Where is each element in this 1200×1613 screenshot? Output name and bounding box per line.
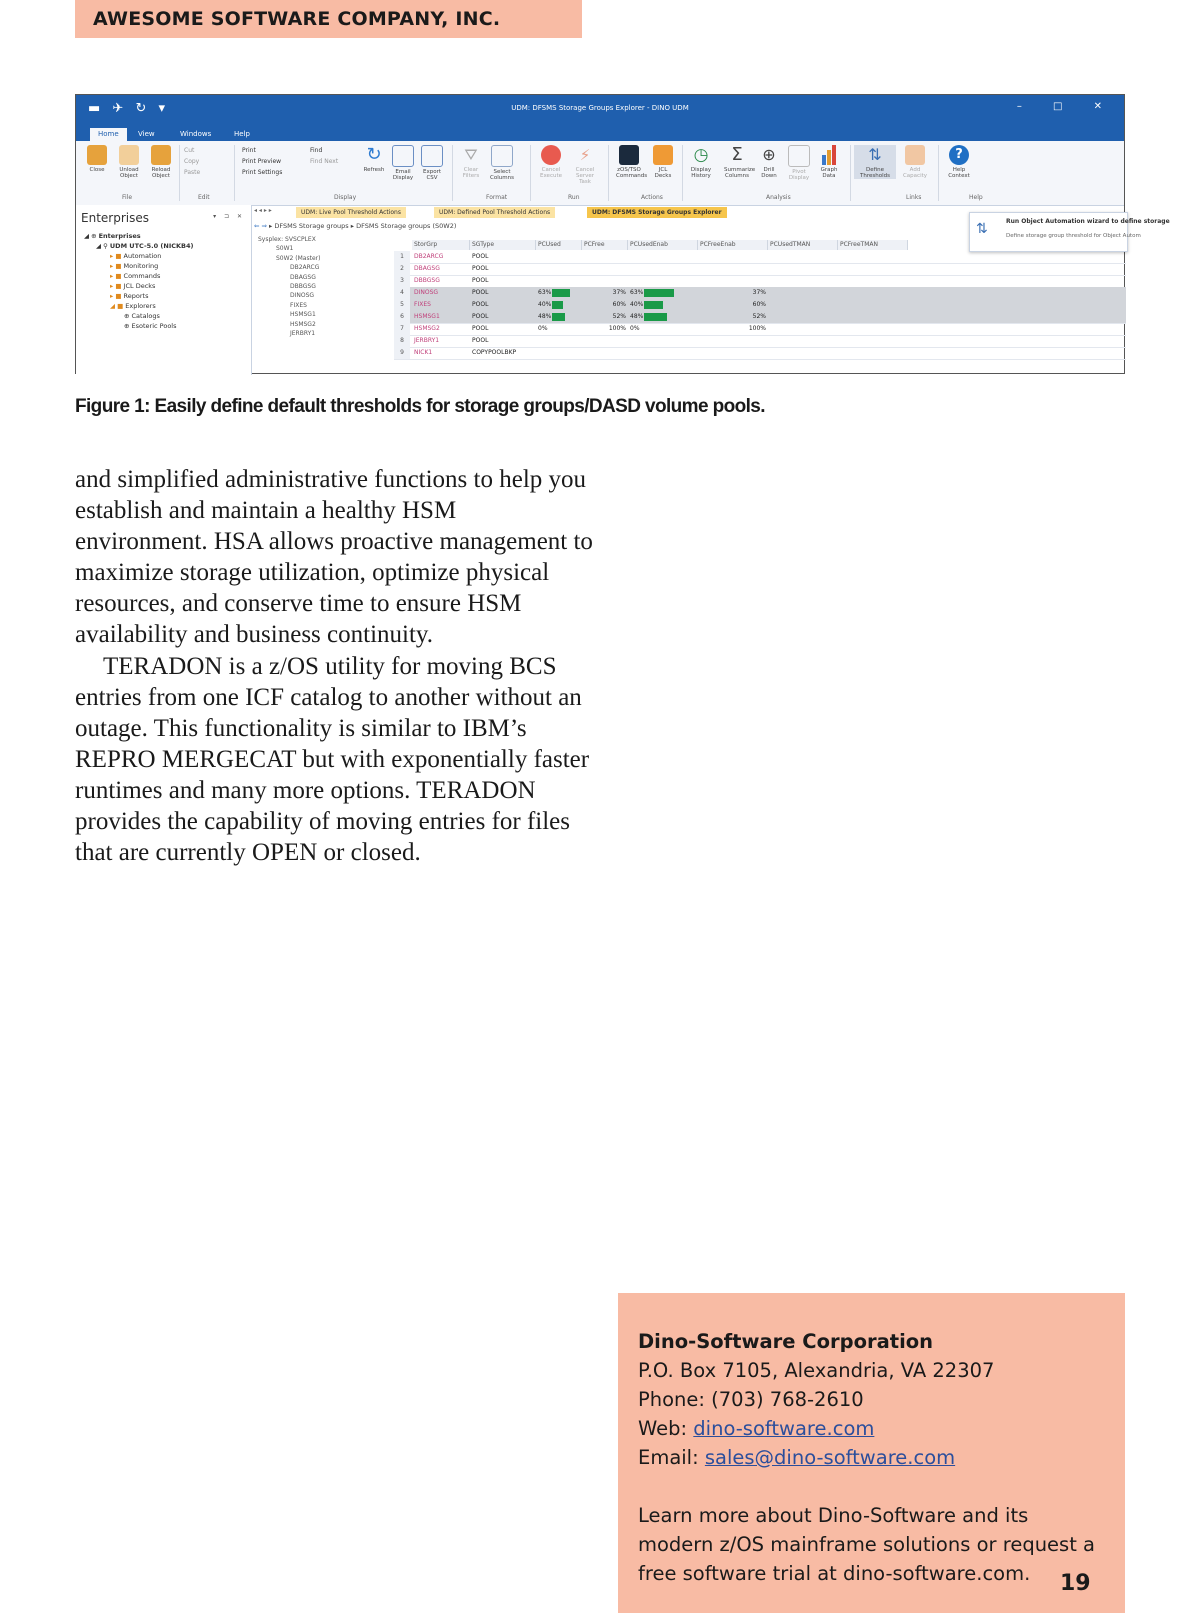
- ribbon-separator: [850, 145, 851, 201]
- contact-box: [618, 1293, 1125, 1613]
- table-cell: 52%: [752, 313, 766, 320]
- ribbon-edit-small: [184, 145, 200, 178]
- table-cell: POOL: [472, 265, 489, 272]
- email-link[interactable]: sales@dino-software.com: [704, 1446, 956, 1469]
- unload-object-button[interactable]: Unload Object: [116, 145, 142, 179]
- print-button[interactable]: Print: [242, 147, 256, 154]
- table-cell: POOL: [472, 337, 489, 344]
- contact-company: Dino-Software Corporation: [638, 1330, 934, 1353]
- folder-icon: ▸ ■: [110, 292, 124, 300]
- add-capacity-button[interactable]: Add Capacity: [902, 145, 928, 179]
- link-icon: ◢ ⚲: [96, 242, 110, 250]
- ribbon-separator: [608, 145, 609, 201]
- table-cell: JERBRY1: [414, 337, 440, 344]
- terminal-icon: [619, 145, 639, 165]
- quick-access-icons: ▬ ✈ ↻ ▾: [88, 101, 169, 116]
- group-actions: Actions: [641, 194, 663, 201]
- decks-icon: [653, 145, 673, 165]
- reload-object-button[interactable]: Reload Object: [148, 145, 174, 179]
- table-cell: 37%: [612, 289, 626, 296]
- enterprises-tree: [84, 231, 194, 331]
- doc-tab-defined-pool[interactable]: UDM: Defined Pool Threshold Actions: [434, 207, 555, 218]
- table-cell: HSMSG1: [414, 313, 440, 320]
- history-icon: ◷: [693, 145, 709, 165]
- table-cell: 63%: [538, 289, 552, 296]
- figure-caption: Figure 1: Easily define default thresholds for storage groups/DASD volume pools.: [75, 396, 765, 417]
- app-titlebar: [76, 95, 1124, 125]
- usage-bar: [644, 289, 674, 297]
- table-cell: POOL: [472, 253, 489, 260]
- cancel-icon: [541, 145, 561, 165]
- cancel-execute-button[interactable]: Cancel Execute: [538, 145, 564, 179]
- contact-email: Email: sales@dino-software.com: [638, 1446, 956, 1469]
- figure-screenshot: [75, 94, 1170, 374]
- ribbon-separator: [938, 145, 939, 201]
- select-columns-button[interactable]: Select Columns: [489, 145, 515, 181]
- contact-phone: Phone: (703) 768-2610: [638, 1388, 864, 1411]
- table-cell: 37%: [752, 289, 766, 296]
- body-paragraph: and simplified administrative functions to help you establish and maintain a healthy HSM environment. HSA allows proactive management to maximize storage utilization, optimize physical resources, and conserve time to ensure HSM availability and business continuity.: [75, 466, 593, 649]
- tree-item[interactable]: ▸ ■ Monitoring: [110, 262, 159, 270]
- tree-item[interactable]: ▸ ■ Automation: [110, 252, 162, 260]
- contact-blurb: Learn more about Dino-Software and its modern z/OS mainframe solutions or request a free software trial at dino-software.com.: [638, 1504, 1096, 1585]
- tooltip-text: Define storage group threshold for Object Autom: [1006, 233, 1141, 239]
- usage-bar: [644, 301, 663, 309]
- ribbon-find-small: [310, 145, 338, 167]
- tab-nav-icon[interactable]: ◂ ◂ ▸ ▸: [254, 207, 272, 214]
- table-cell: 0%: [538, 325, 548, 332]
- table-cell: POOL: [472, 313, 489, 320]
- cut-button[interactable]: Cut: [184, 147, 195, 154]
- contact-address: P.O. Box 7105, Alexandria, VA 22307: [638, 1359, 995, 1382]
- row-number: 7: [394, 323, 410, 335]
- folder-icon: ▸ ■: [110, 272, 124, 280]
- table-cell: NICK1: [414, 349, 433, 356]
- back-forward-icon[interactable]: ⇐ ⇒: [254, 222, 270, 230]
- tree-item[interactable]: S0W1: [276, 245, 294, 253]
- row-number: 2: [394, 263, 410, 275]
- define-thresholds-button[interactable]: ⇅ Define Thresholds: [854, 145, 896, 179]
- tab-home[interactable]: Home: [90, 128, 127, 141]
- table-cell: 52%: [612, 313, 626, 320]
- group-run: Run: [568, 194, 580, 201]
- table-cell: COPYPOOLBKP: [472, 349, 517, 356]
- sysplex-tree: [254, 235, 394, 375]
- thresholds-icon: ⇅: [976, 221, 988, 237]
- page-number: 19: [1060, 1571, 1091, 1596]
- zos-tso-commands-button[interactable]: zOS/TSO Commands: [616, 145, 642, 179]
- tree-item[interactable]: ⊕ Esoteric Pools: [124, 322, 177, 330]
- table-cell: POOL: [472, 325, 489, 332]
- unload-icon: [119, 145, 139, 165]
- enterprises-pane: [76, 205, 252, 375]
- tree-item[interactable]: ◢ ⚲ UDM UTC-5.0 (NICKB4): [96, 242, 194, 250]
- row-number: 5: [394, 299, 410, 311]
- table-cell: POOL: [472, 277, 489, 284]
- copy-button[interactable]: Copy: [184, 158, 200, 165]
- pane-controls-icon[interactable]: ▾ ⊐ ✕: [213, 213, 245, 220]
- help-icon: ?: [949, 145, 969, 165]
- pivot-icon: [788, 145, 810, 167]
- ribbon-separator: [452, 145, 453, 201]
- tree-item[interactable]: JERBRY1: [290, 330, 316, 338]
- table-cell: 48%: [538, 313, 552, 320]
- tree-item[interactable]: ▸ ■ Commands: [110, 272, 161, 280]
- table-cell: HSMSG2: [414, 325, 440, 332]
- tree-item[interactable]: Sysplex: SVSCPLEX: [258, 236, 316, 243]
- close-button[interactable]: Close: [84, 145, 110, 173]
- ribbon-separator: [530, 145, 531, 201]
- bar-chart-icon: [819, 145, 839, 165]
- table-cell: DB2ARCG: [414, 253, 444, 260]
- ribbon-separator: [234, 145, 235, 201]
- window-controls-icon: – □ ✕: [1016, 101, 1116, 112]
- display-history-button[interactable]: ◷ Display History: [690, 145, 712, 179]
- export-icon: [421, 145, 443, 167]
- table-cell: 48%: [630, 313, 644, 320]
- table-cell: 100%: [748, 325, 766, 332]
- zoom-icon: ⊕: [762, 145, 776, 164]
- header-company-name: AWESOME SOFTWARE COMPANY, INC.: [93, 8, 501, 30]
- storage-groups-grid: [394, 240, 1126, 375]
- column-header[interactable]: PCUsedEnab: [628, 240, 698, 250]
- usage-bar: [552, 301, 563, 309]
- group-edit: Edit: [198, 194, 210, 201]
- table-cell: DBBGSG: [414, 277, 440, 284]
- folder-icon: ▸ ■: [110, 282, 124, 290]
- reload-icon: [151, 145, 171, 165]
- tree-item[interactable]: DB2ARCG: [290, 264, 320, 272]
- group-display: Display: [334, 194, 357, 201]
- capacity-icon: [905, 145, 925, 165]
- ribbon-toolbar: [76, 141, 1124, 206]
- tree-item[interactable]: DBBGSG: [290, 283, 316, 291]
- globe-icon: ◢ ⊕: [84, 232, 99, 240]
- web-link[interactable]: dino-software.com: [693, 1417, 875, 1440]
- print-settings-button[interactable]: Print Settings: [242, 169, 283, 176]
- table-cell: DINOSG: [414, 289, 439, 296]
- breadcrumb-item[interactable]: DFSMS Storage groups (S0W2): [356, 222, 457, 230]
- tree-item[interactable]: ◢ ■ Explorers: [110, 302, 156, 310]
- tree-item[interactable]: FIXES: [290, 301, 307, 309]
- row-number: 6: [394, 311, 410, 323]
- tree-item[interactable]: DINOSG: [290, 292, 315, 300]
- cancel-server-task-button[interactable]: ⚡ Cancel Server Task: [575, 146, 595, 185]
- tree-item[interactable]: HSMSG1: [290, 311, 316, 319]
- table-cell: 60%: [752, 301, 766, 308]
- group-format: Format: [486, 194, 508, 201]
- summarize-columns-button[interactable]: Σ Summarize Columns: [724, 144, 756, 179]
- table-cell: 40%: [538, 301, 552, 308]
- breadcrumb: ⇐ ⇒ ▸ DFSMS Storage groups ▸ DFSMS Storage groups (S0W2): [254, 222, 457, 230]
- refresh-icon: ↻: [366, 144, 382, 165]
- row-number: 1: [394, 251, 410, 263]
- help-context-button[interactable]: ? Help Context: [948, 147, 970, 179]
- table-cell: POOL: [472, 289, 489, 296]
- usage-bar: [552, 313, 565, 321]
- contact-web: Web: dino-software.com: [638, 1417, 875, 1440]
- graph-data-button[interactable]: Graph Data: [816, 145, 842, 179]
- tree-item[interactable]: ▸ ■ JCL Decks: [110, 282, 156, 290]
- app-window-title: UDM: DFSMS Storage Groups Explorer - DINO UDM: [511, 104, 689, 112]
- group-links: Links: [906, 194, 922, 201]
- row-number: 9: [394, 347, 410, 359]
- tree-item[interactable]: HSMSG2: [290, 320, 316, 328]
- folder-icon: ▸ ■: [110, 252, 124, 260]
- tree-item[interactable]: DBAGSG: [290, 273, 316, 281]
- usage-bar: [552, 289, 570, 297]
- table-cell: 100%: [608, 325, 626, 332]
- column-header[interactable]: PCUsedTMAN: [768, 240, 838, 250]
- doc-tab-live-pool[interactable]: UDM: Live Pool Threshold Actions: [296, 207, 406, 218]
- email-display-button[interactable]: Email Display: [390, 145, 416, 181]
- row-number: 8: [394, 335, 410, 347]
- group-file: File: [122, 194, 133, 201]
- table-row[interactable]: [394, 347, 1126, 360]
- print-preview-button[interactable]: Print Preview: [242, 158, 282, 165]
- table-cell: 60%: [612, 301, 626, 308]
- thresholds-icon: ⇅: [868, 145, 882, 164]
- tooltip-title: Run Object Automation wizard to define storage: [1006, 218, 1170, 225]
- column-header[interactable]: SGType: [470, 240, 536, 250]
- ribbon-separator: [682, 145, 683, 201]
- table-cell: 63%: [630, 289, 644, 296]
- group-analysis: Analysis: [766, 194, 791, 201]
- column-header[interactable]: PCFree: [582, 240, 628, 250]
- tree-item[interactable]: S0W2 (Master): [276, 254, 321, 262]
- export-csv-button[interactable]: Export CSV: [419, 145, 445, 181]
- column-header[interactable]: PCFreeTMAN: [838, 240, 908, 250]
- sigma-icon: Σ: [731, 144, 743, 165]
- column-header[interactable]: PCUsed: [536, 240, 582, 250]
- folder-icon: ◢ ■: [110, 302, 126, 310]
- column-header[interactable]: PCFreeEnab: [698, 240, 768, 250]
- table-cell: 40%: [630, 301, 644, 308]
- globe-icon: ⊕: [124, 322, 132, 330]
- table-cell: FIXES: [414, 301, 431, 308]
- body-text: [75, 464, 595, 868]
- usage-bar: [644, 313, 667, 321]
- filter-icon: ⛛: [464, 145, 478, 164]
- ribbon-separator: [179, 145, 180, 201]
- tree-item[interactable]: ▸ ■ Reports: [110, 292, 149, 300]
- pivot-display-button[interactable]: Pivot Display: [786, 145, 812, 181]
- paste-button[interactable]: Paste: [184, 169, 201, 176]
- folder-close-icon: [87, 145, 107, 165]
- tab-view[interactable]: View: [138, 130, 155, 138]
- doc-tab-storage-groups[interactable]: UDM: DFSMS Storage Groups Explorer: [587, 207, 727, 218]
- tab-windows[interactable]: Windows: [180, 130, 212, 138]
- globe-icon: ⊕: [124, 312, 132, 320]
- clear-filters-button[interactable]: ⛛ Clear Filters: [462, 145, 480, 179]
- drill-down-button[interactable]: ⊕ Drill Down: [756, 145, 782, 179]
- breadcrumb-item[interactable]: DFSMS Storage groups: [274, 222, 349, 230]
- tree-item[interactable]: ◢ ⊕ Enterprises: [84, 232, 141, 240]
- row-number: 4: [394, 287, 410, 299]
- cancel-task-icon: ⚡: [579, 146, 591, 164]
- tab-help[interactable]: Help: [234, 130, 250, 138]
- columns-icon: [491, 145, 513, 167]
- table-cell: POOL: [472, 301, 489, 308]
- refresh-button[interactable]: ↻ Refresh: [363, 144, 385, 173]
- define-thresholds-tooltip: [969, 212, 1170, 252]
- find-next-button[interactable]: Find Next: [310, 158, 339, 165]
- jcl-decks-button[interactable]: JCL Decks: [650, 145, 676, 179]
- email-icon: [392, 145, 414, 167]
- ribbon-print-small: [242, 145, 282, 178]
- table-cell: DBAGSG: [414, 265, 440, 272]
- body-paragraph: TERADON is a z/OS utility for moving BCS entries from one ICF catalog to another without an outage. This functionality is similar to IBM’s REPRO MERGECAT but with exponentially faster runtimes and many more options. TERADON provides the capability of moving entries for files that are currently OPEN or closed.: [75, 652, 590, 867]
- header-company-bar: [75, 0, 582, 38]
- row-number: 3: [394, 275, 410, 287]
- enterprises-pane-title: Enterprises: [81, 211, 149, 225]
- find-button[interactable]: Find: [310, 147, 323, 154]
- group-help: Help: [969, 194, 983, 201]
- column-header[interactable]: StorGrp: [412, 240, 470, 250]
- ribbon-tabs: [76, 125, 1124, 141]
- tree-item[interactable]: ⊕ Catalogs: [124, 312, 160, 320]
- table-cell: 0%: [630, 325, 640, 332]
- folder-icon: ▸ ■: [110, 262, 124, 270]
